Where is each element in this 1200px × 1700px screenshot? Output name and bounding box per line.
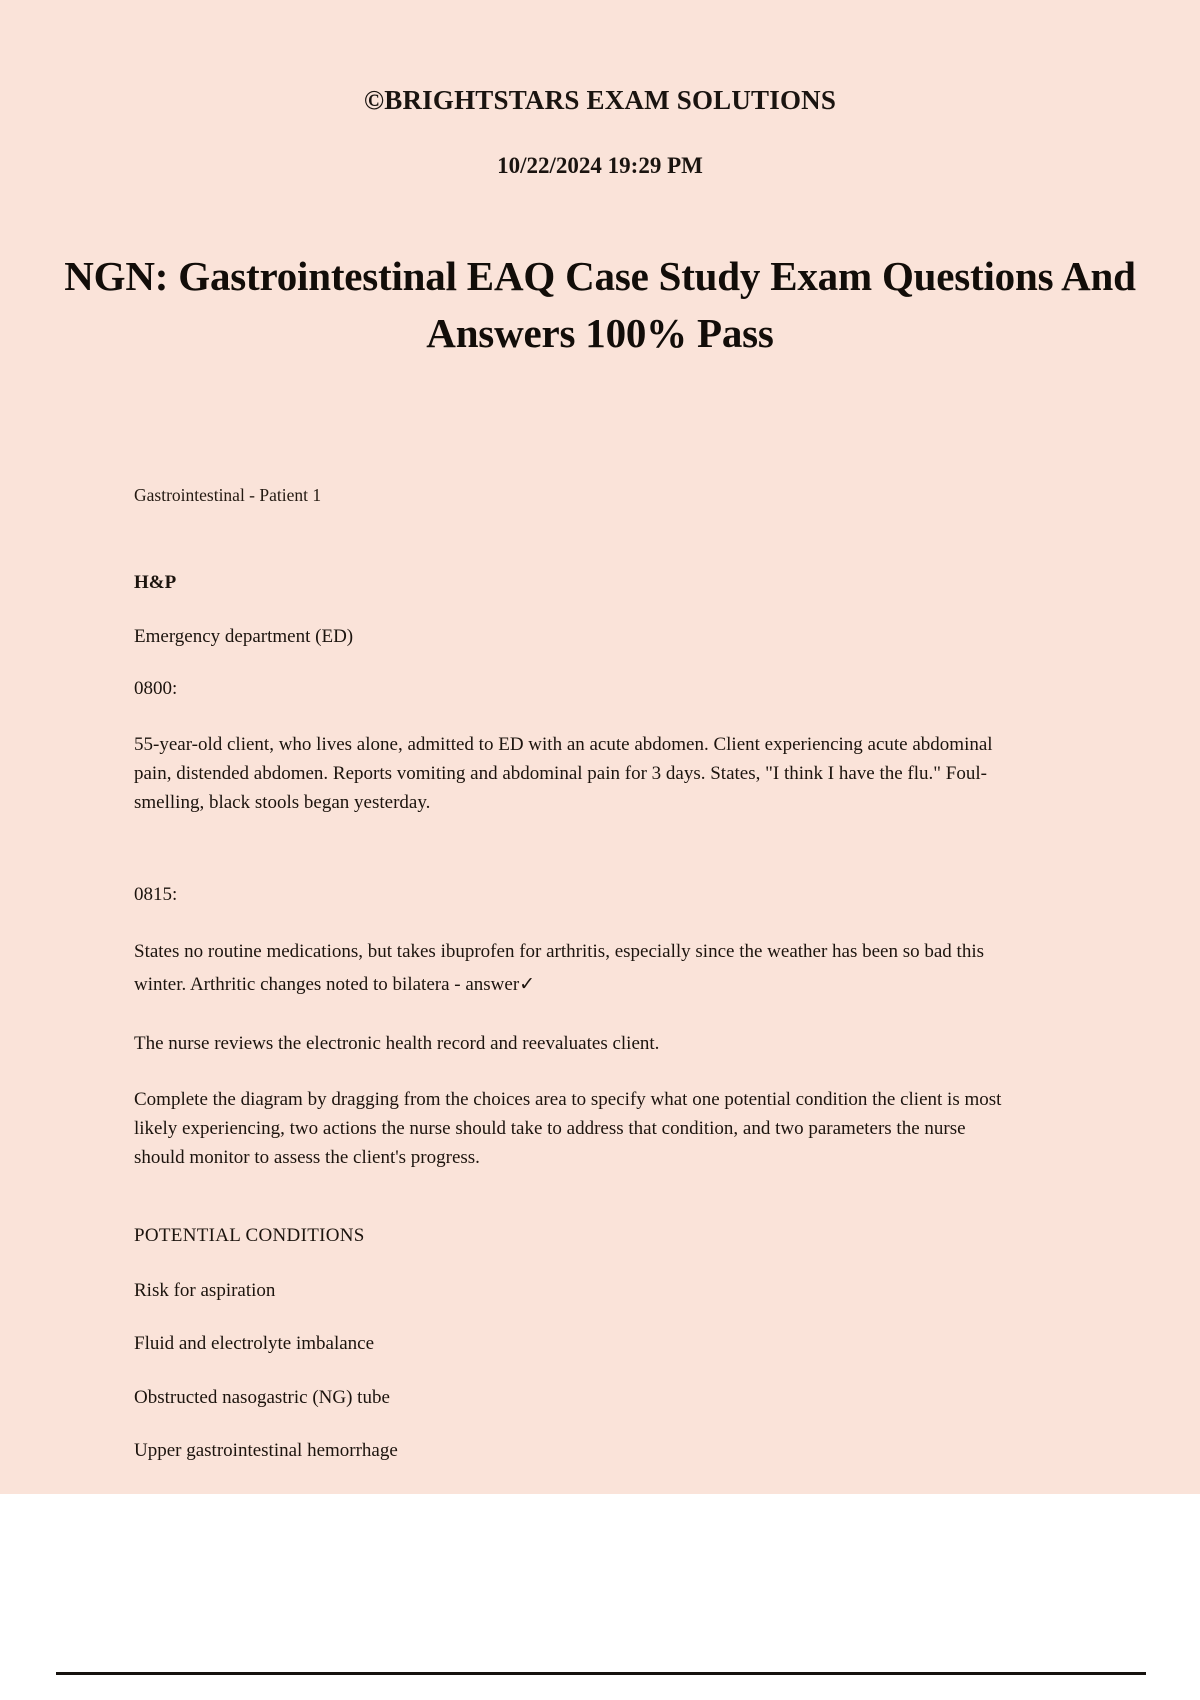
spacer: [134, 1201, 1010, 1223]
spacer: [134, 846, 1010, 882]
potential-conditions-heading: POTENTIAL CONDITIONS: [134, 1225, 365, 1247]
brand-title: ©BRIGHTSTARS EXAM SOLUTIONS: [363, 85, 837, 115]
entry-time-0815: 0815:: [134, 883, 178, 905]
section-subheading-ed: Emergency department (ED): [134, 625, 354, 647]
next-page-divider: [56, 1672, 1146, 1675]
choice-option: Upper gastrointestinal hemorrhage: [134, 1440, 398, 1462]
answer-checkmark-icon: ✓: [519, 973, 536, 995]
page-title: NGN: Gastrointestinal EAQ Case Study Exam Questions And Answers 100% Pass: [64, 252, 1136, 356]
document-timestamp: 10/22/2024 19:29 PM: [497, 153, 703, 179]
section-heading-hp: H&P: [134, 572, 177, 594]
entry-text-0815: [134, 936, 1010, 1001]
entry-0815-question-text: States no routine medications, but takes ibuprofen for arthritis, especially since the weather has been so bad this winter. Arthritic changes noted to bilatera - answer: [134, 941, 985, 995]
paragraph-instructions: Complete the diagram by dragging from the choices area to specify what one potential condition the client is most likely experiencing, two actions the nurse should take to address that condition, and two parameters the nurse should monitor to assess the client's progress.: [134, 1089, 1002, 1169]
choice-option: Risk for aspiration: [134, 1279, 276, 1301]
document-header: [0, 0, 1200, 180]
page-break-gap: [0, 1494, 1200, 1700]
case-label: Gastrointestinal - Patient 1: [134, 485, 322, 505]
document-body: [134, 482, 1010, 1492]
choice-option: Fluid and electrolyte imbalance: [134, 1333, 375, 1355]
entry-time-0800: 0800:: [134, 678, 178, 700]
entry-text-0800: 55-year-old client, who lives alone, admitted to ED with an acute abdomen. Client experiencing acute abdominal pain, distended abdomen. Reports vomiting and abdominal pain for 3 days. States, "I think I have the flu." Foul-smelling, black stools began yesterday.: [134, 734, 993, 813]
choice-option: Obstructed nasogastric (NG) tube: [134, 1386, 390, 1408]
paragraph-nurse-review: The nurse reviews the electronic health record and reevaluates client.: [134, 1032, 660, 1054]
